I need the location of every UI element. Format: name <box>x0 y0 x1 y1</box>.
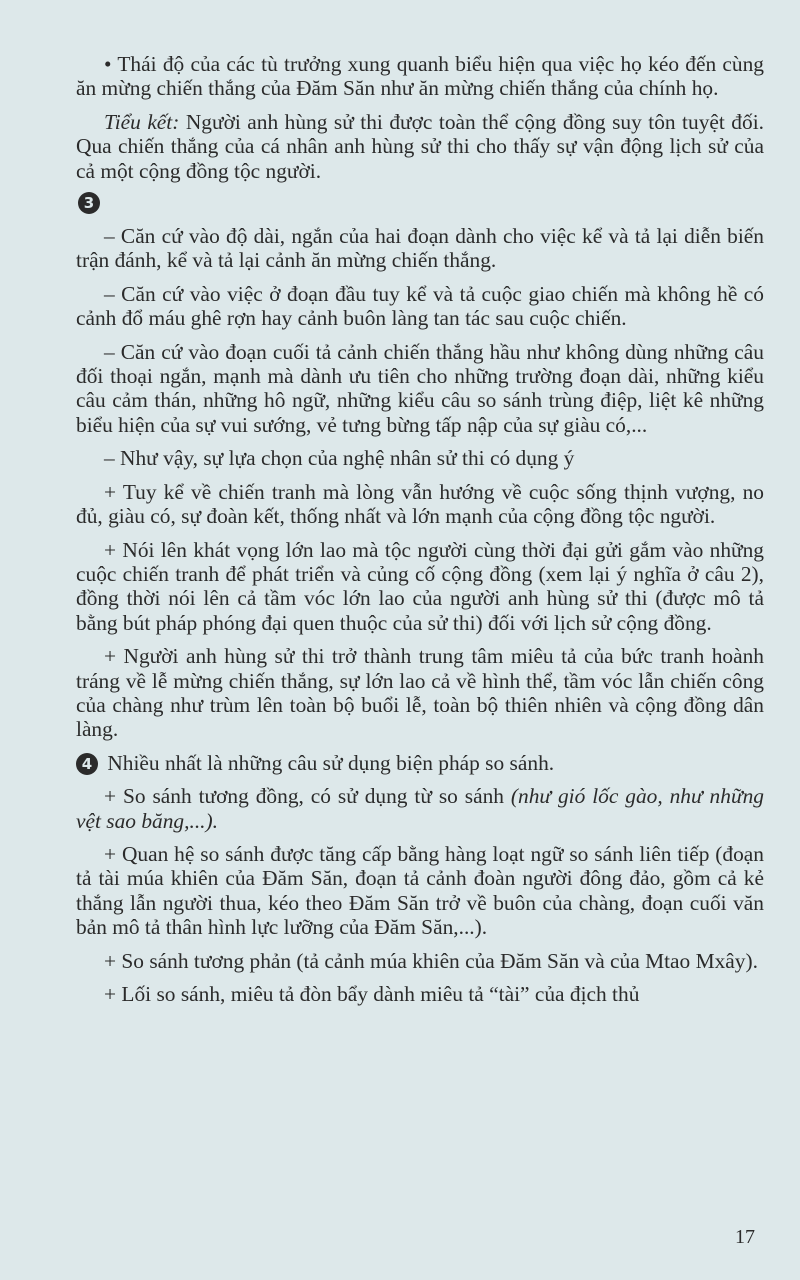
section-3-paragraph: – Như vậy, sự lựa chọn của nghệ nhân sử thi có dụng ý <box>104 446 575 471</box>
section-4-paragraph: + Quan hệ so sánh được tăng cấp bằng hàng loạt ngữ so sánh liên tiếp (đoạn tả tài múa khiên của Đăm Săn, đoạn tả cảnh đoàn người đông đảo, gồm cả kẻ thắng lẫn người thua, kéo theo Đăm Săn trở về buôn của chàng, đoạn cuối văn bản mô tả thân hình lực lưỡng của Đăm Săn,...). <box>76 841 764 940</box>
section-4-paragraph: + So sánh tương phản (tả cảnh múa khiên của Đăm Săn và của Mtao Mxây). <box>104 948 758 973</box>
example-phrase: (như gió lốc gào, như những vệt sao băng,...). <box>76 784 764 833</box>
summary-label: Tiểu kết: <box>104 109 180 134</box>
paragraph-summary <box>76 110 764 183</box>
paragraph-text: • Thái độ của các tù trưởng xung quanh biểu hiện qua việc họ kéo đến cùng ăn mừng chiến thắng của Đăm Săn như ăn mừng chiến thắng của chính họ. <box>76 52 764 101</box>
section-3-paragraph: + Người anh hùng sử thi trở thành trung tâm miêu tả của bức tranh hoành tráng về lễ mừng chiến thắng, sự lớn lao cả về hình thể, tầm vóc lẫn chiến công của chàng như trùm lên toàn bộ buổi lễ, toàn bộ thiên nhiên và cộng đồng dân làng. <box>76 644 764 742</box>
section-3-paragraph: + Nói lên khát vọng lớn lao mà tộc người cùng thời đại gửi gắm vào những cuộc chiến tranh để phát triển và củng cố cộng đồng (xem lại ý nghĩa ở câu 2), đồng thời nói lên cả tầm vóc lớn lao của người anh hùng sử thi (được mô tả bằng bút pháp phóng đại quen thuộc của sử thi) đối với lịch sử cộng đồng. <box>76 537 764 635</box>
page-number: 17 <box>735 1226 755 1248</box>
section-number-badge: 3 <box>78 192 100 214</box>
section-4-paragraph: + So sánh tương đồng, có sử dụng từ so sánh (như gió lốc gào, như những vệt sao băng,...). <box>76 784 764 833</box>
section-3-paragraph: – Căn cứ vào độ dài, ngắn của hai đoạn dành cho việc kể và tả lại diễn biến trận đánh, kể và tả lại cảnh ăn mừng chiến thắng. <box>76 224 764 273</box>
section-3-marker <box>76 192 764 214</box>
section-4-paragraph: + Lối so sánh, miêu tả đòn bẩy dành miêu tả “tài” của địch thủ <box>104 982 640 1006</box>
paragraph-text: Người anh hùng sử thi được toàn thể cộng đồng suy tôn tuyệt đối. Qua chiến thắng của cá nhân anh hùng sử thi cho thấy sự vận động lịch sử của cả một cộng đồng tộc người. <box>76 109 764 183</box>
paragraph-chieftains <box>76 52 764 101</box>
section-4-lead: 4 Nhiều nhất là những câu sử dụng biện pháp so sánh. <box>76 751 764 775</box>
section-3-paragraph: – Căn cứ vào việc ở đoạn đầu tuy kể và tả cuộc giao chiến mà không hề có cảnh đổ máu ghê rợn hay cảnh buôn làng tan tác sau cuộc chiến. <box>76 281 764 331</box>
section-number-badge: 4 <box>76 753 98 775</box>
document-page <box>76 52 764 1015</box>
section-3-paragraph: + Tuy kể về chiến tranh mà lòng vẫn hướng về cuộc sống thịnh vượng, no đủ, giàu có, sự đoàn kết, thống nhất và lớn mạnh của cộng đồng tộc người. <box>76 479 764 529</box>
section-3-paragraph: – Căn cứ vào đoạn cuối tả cảnh chiến thắng hầu như không dùng những câu đối thoại ngắn, mạnh mà dành ưu tiên cho những trường đoạn dài, những kiểu câu cảm thán, những hô ngữ, những kiểu câu so sánh trùng điệp, liệt kê những biểu hiện của sự vui sướng, vẻ tưng bừng tấp nập của sự giàu có,... <box>76 339 764 437</box>
